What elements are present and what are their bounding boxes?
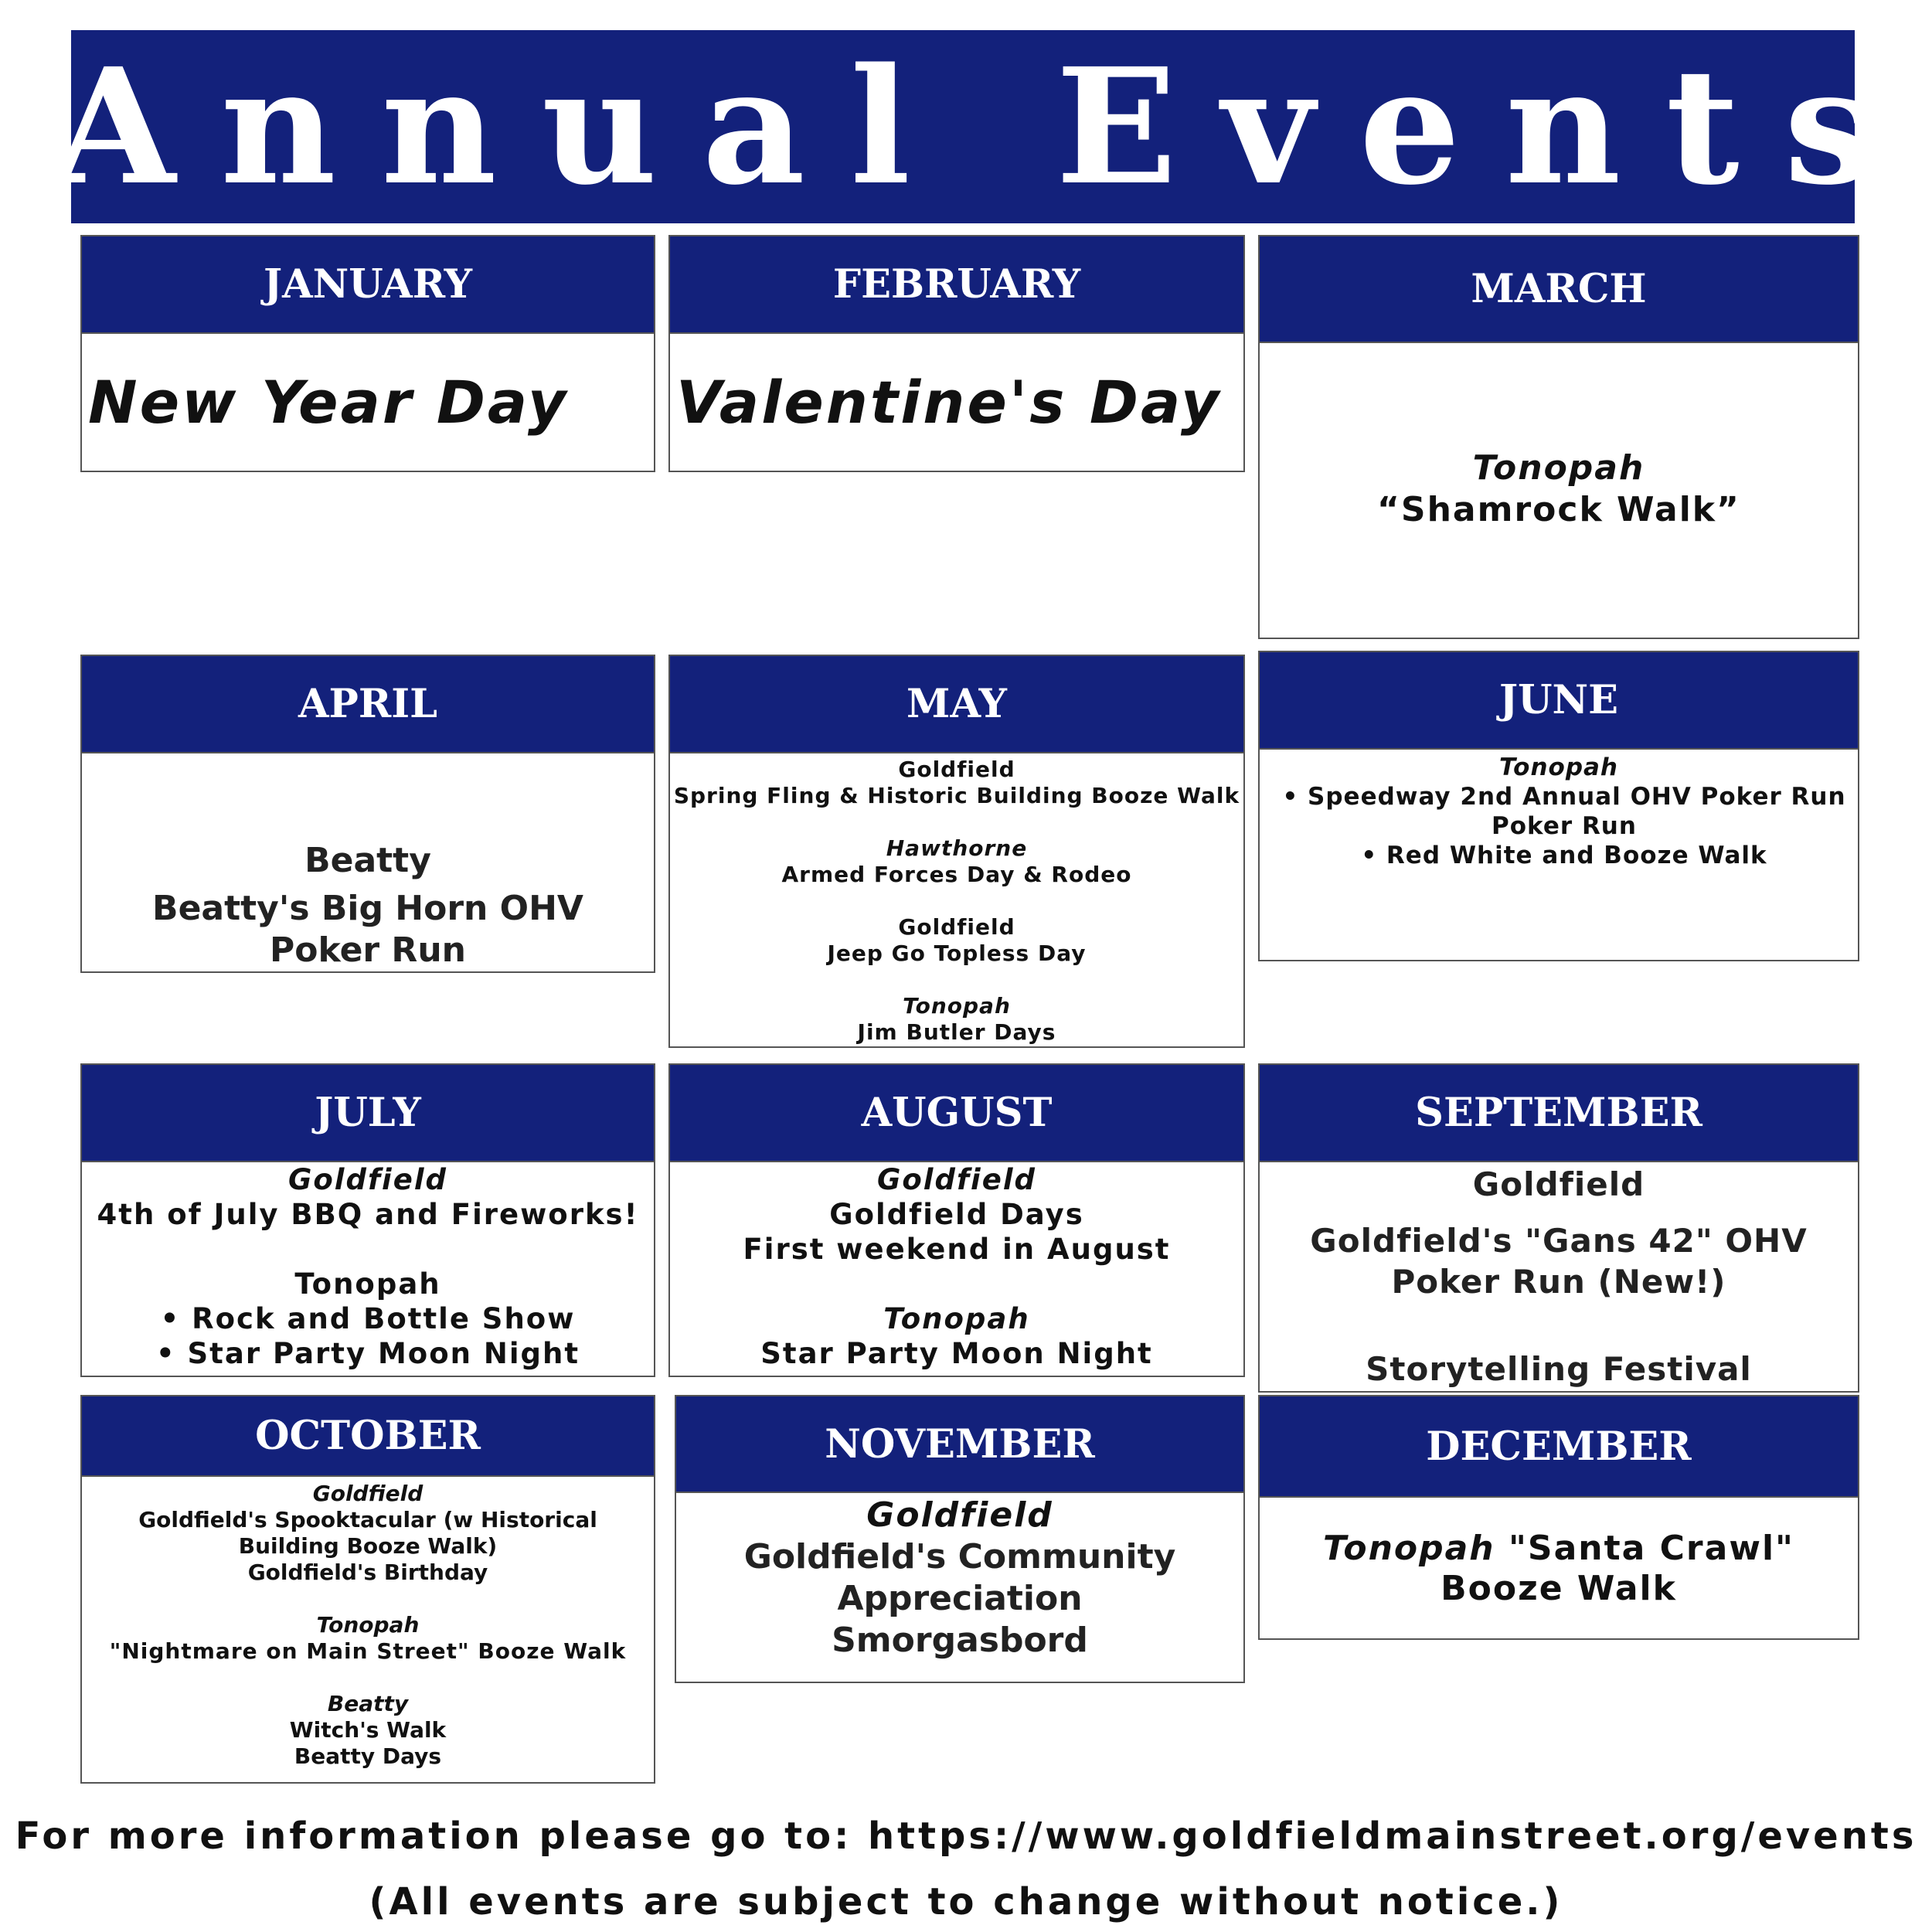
month-header: DECEMBER xyxy=(1260,1396,1858,1498)
month-card-february xyxy=(668,235,1245,472)
month-body xyxy=(670,334,1243,471)
event-name: Witch's Walk xyxy=(289,1717,447,1743)
month-card-june xyxy=(1258,651,1859,961)
town-name: Goldfield xyxy=(312,1481,423,1506)
month-body xyxy=(676,1493,1243,1662)
month-body xyxy=(670,1162,1243,1371)
month-card-september xyxy=(1258,1063,1859,1393)
town-name: Tonopah xyxy=(1472,448,1645,488)
event-name: Armed Forces Day & Rodeo xyxy=(781,862,1132,887)
month-header: MAY xyxy=(670,656,1243,753)
town-name: Goldfield xyxy=(866,1495,1053,1535)
event-line: • Red White and Booze Walk xyxy=(1361,842,1767,869)
month-header: SEPTEMBER xyxy=(1260,1065,1858,1162)
month-card-october xyxy=(80,1395,655,1784)
event-name: First weekend in August xyxy=(743,1233,1171,1266)
town-name: Tonopah xyxy=(1323,1529,1495,1568)
month-body xyxy=(82,753,654,971)
event-name xyxy=(1260,1529,1858,1609)
footer-info: For more information please go to: https://www.goldfieldmainstreet.org/events xyxy=(15,1815,1917,1858)
town-name: Beatty xyxy=(327,1691,409,1716)
page-title: Annual Events xyxy=(52,33,1919,220)
month-body xyxy=(82,1162,654,1371)
month-body xyxy=(82,1477,654,1770)
event-name: Beatty Days xyxy=(294,1743,442,1769)
month-card-july xyxy=(80,1063,655,1377)
town-name: Tonopah xyxy=(903,993,1011,1019)
month-header: NOVEMBER xyxy=(676,1396,1243,1493)
footer-disclaimer: (All events are subject to change without notice.) xyxy=(369,1880,1563,1923)
title-banner xyxy=(52,30,1919,223)
event-name: Spring Fling & Historic Building Booze Walk xyxy=(673,783,1240,808)
event-name: Goldfield's Spooktacular (w Historical Building Booze Walk) xyxy=(138,1507,597,1559)
event-name: Goldfield's "Gans 42" OHV Poker Run (New!) xyxy=(1310,1222,1808,1301)
month-header: JUNE xyxy=(1260,652,1858,750)
month-header: AUGUST xyxy=(670,1065,1243,1162)
month-header: JANUARY xyxy=(82,236,654,334)
month-header: APRIL xyxy=(82,656,654,753)
month-card-december xyxy=(1258,1395,1859,1640)
month-body xyxy=(1260,750,1858,870)
town-name: Beatty xyxy=(304,841,431,880)
month-card-august xyxy=(668,1063,1245,1377)
event-line: • Speedway 2nd Annual OHV Poker Run xyxy=(1282,783,1846,811)
month-header: MARCH xyxy=(1260,236,1858,343)
month-header: FEBRUARY xyxy=(670,236,1243,334)
event-name: Star Party Moon Night xyxy=(760,1337,1153,1370)
town-name: Goldfield xyxy=(1472,1165,1645,1203)
event-line: Poker Run xyxy=(1492,812,1637,840)
event-name: • Rock and Bottle Show xyxy=(160,1302,576,1335)
month-body xyxy=(670,753,1243,1046)
event-name: 4th of July BBQ and Fireworks! xyxy=(97,1198,639,1231)
event-name: Goldfield's Community Appreciation Smorgasbord xyxy=(743,1537,1176,1660)
month-body xyxy=(1260,1498,1858,1609)
event-name: Goldfield Days xyxy=(829,1198,1084,1231)
month-header: JULY xyxy=(82,1065,654,1162)
town-name: Hawthorne xyxy=(886,835,1028,861)
month-header: OCTOBER xyxy=(82,1396,654,1477)
event-name: Jim Butler Days xyxy=(857,1019,1056,1045)
month-card-april xyxy=(80,655,655,973)
town-name: Tonopah xyxy=(316,1612,420,1638)
month-card-november xyxy=(675,1395,1245,1683)
event-title: "Santa Crawl" Booze Walk xyxy=(1440,1529,1794,1608)
town-name: Goldfield xyxy=(898,757,1015,782)
event-name: Valentine's Day xyxy=(676,368,1222,437)
town-name: Tonopah xyxy=(1499,753,1618,781)
town-name: Goldfield xyxy=(288,1163,447,1196)
month-card-march xyxy=(1258,235,1859,639)
town-name: Tonopah xyxy=(294,1267,441,1301)
month-body xyxy=(1260,343,1858,531)
town-name: Tonopah xyxy=(883,1302,1030,1335)
event-name: Storytelling Festival xyxy=(1366,1350,1752,1388)
event-name: • Star Party Moon Night xyxy=(155,1337,580,1370)
month-card-january xyxy=(80,235,655,472)
month-card-may xyxy=(668,655,1245,1048)
town-name: Goldfield xyxy=(877,1163,1036,1196)
event-name: “Shamrock Walk” xyxy=(1377,490,1740,529)
event-name: New Year Day xyxy=(88,368,569,437)
event-name: Beatty's Big Horn OHV Poker Run xyxy=(152,889,583,970)
month-body xyxy=(82,334,654,471)
event-name: Goldfield's Birthday xyxy=(247,1560,488,1585)
event-name: "Nightmare on Main Street" Booze Walk xyxy=(109,1638,627,1664)
month-body xyxy=(1260,1162,1858,1389)
town-name: Goldfield xyxy=(898,914,1015,940)
event-name: Jeep Go Topless Day xyxy=(827,940,1087,966)
